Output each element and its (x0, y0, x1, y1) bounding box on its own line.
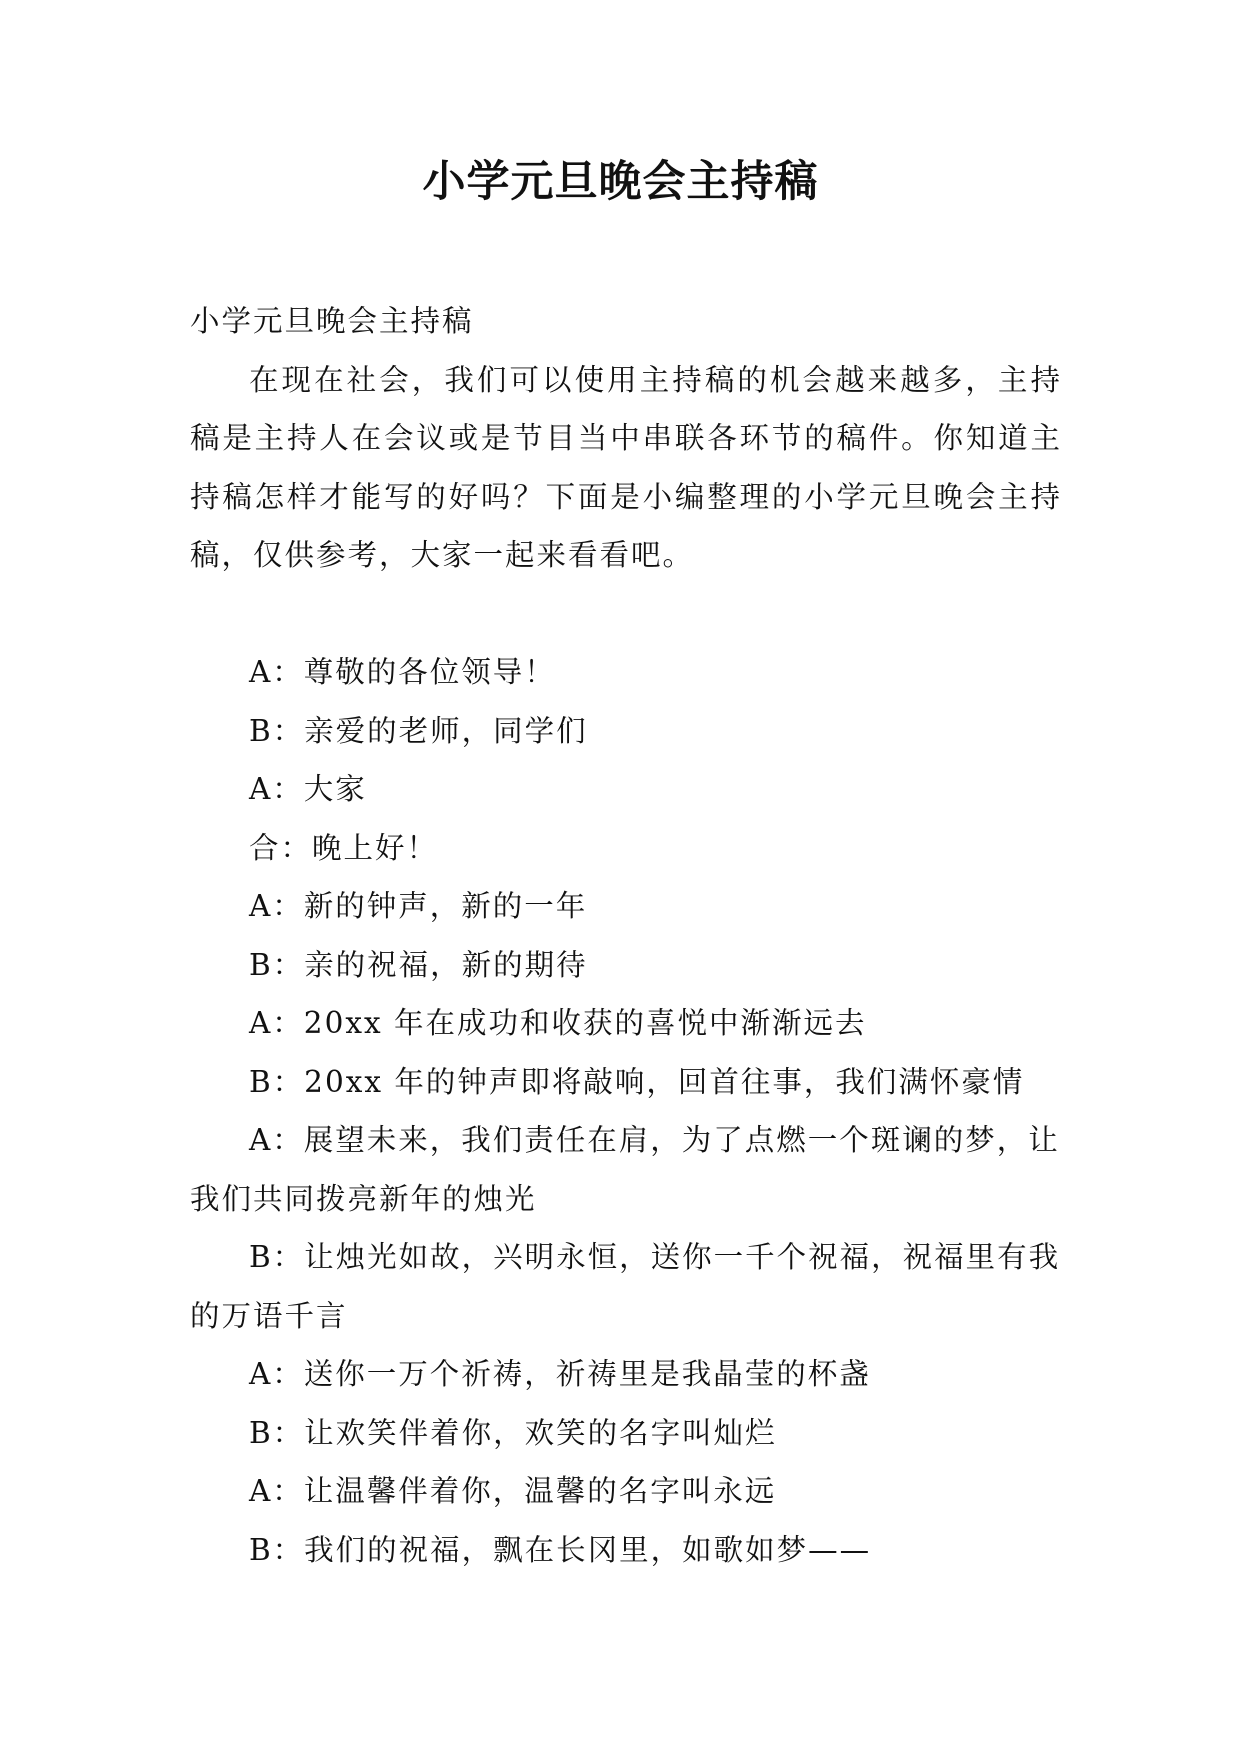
dialogue-line: A：大家 (249, 772, 367, 806)
paragraph-gap (190, 585, 1062, 644)
intro-paragraph: 在现在社会，我们可以使用主持稿的机会越来越多，主持稿是主持人在会议或是节目当中串联各环节的稿件。你知道主持稿怎样才能写的好吗？下面是小编整理的小学元旦晚会主持稿，仅供参考，大家一起来看看吧。 (190, 362, 1062, 572)
dialogue-line: B：让欢笑伴着你，欢笑的名字叫灿烂 (249, 1415, 777, 1450)
dialogue-line: B：让烛光如故，兴明永恒，送你一千个祝福，祝福里有我的万语千言 (190, 1240, 1061, 1333)
dialogue-line: A：让温馨伴着你，温馨的名字叫永远 (249, 1474, 777, 1508)
dialogue-line: A：新的钟声，新的一年 (249, 889, 588, 923)
dialogue-line: A：尊敬的各位领导！ (249, 655, 556, 689)
document-subtitle: 小学元旦晚会主持稿 (190, 304, 474, 338)
dialogue-line: A：展望未来，我们责任在肩，为了点燃一个斑谰的梦，让我们共同拨亮新年的烛光 (190, 1123, 1060, 1216)
dialogue-line: A：20xx 年在成功和收获的喜悦中渐渐远去 (249, 1006, 867, 1040)
dialogue-line: 合：晚上好！ (249, 830, 439, 865)
document-body (190, 292, 1062, 1579)
dialogue-line: B：亲的祝福，新的期待 (249, 947, 588, 982)
dialogue-line: B：我们的祝福，飘在长冈里，如歌如梦—— (249, 1532, 872, 1567)
dialogue-line: B：亲爱的老师，同学们 (249, 713, 588, 748)
dialogue-line: A：送你一万个祈祷，祈祷里是我晶莹的杯盏 (249, 1357, 871, 1391)
dialogue-line: B：20xx 年的钟声即将敲响，回首往事，我们满怀豪情 (249, 1064, 1025, 1099)
document-title: 小学元旦晚会主持稿 (422, 157, 819, 207)
